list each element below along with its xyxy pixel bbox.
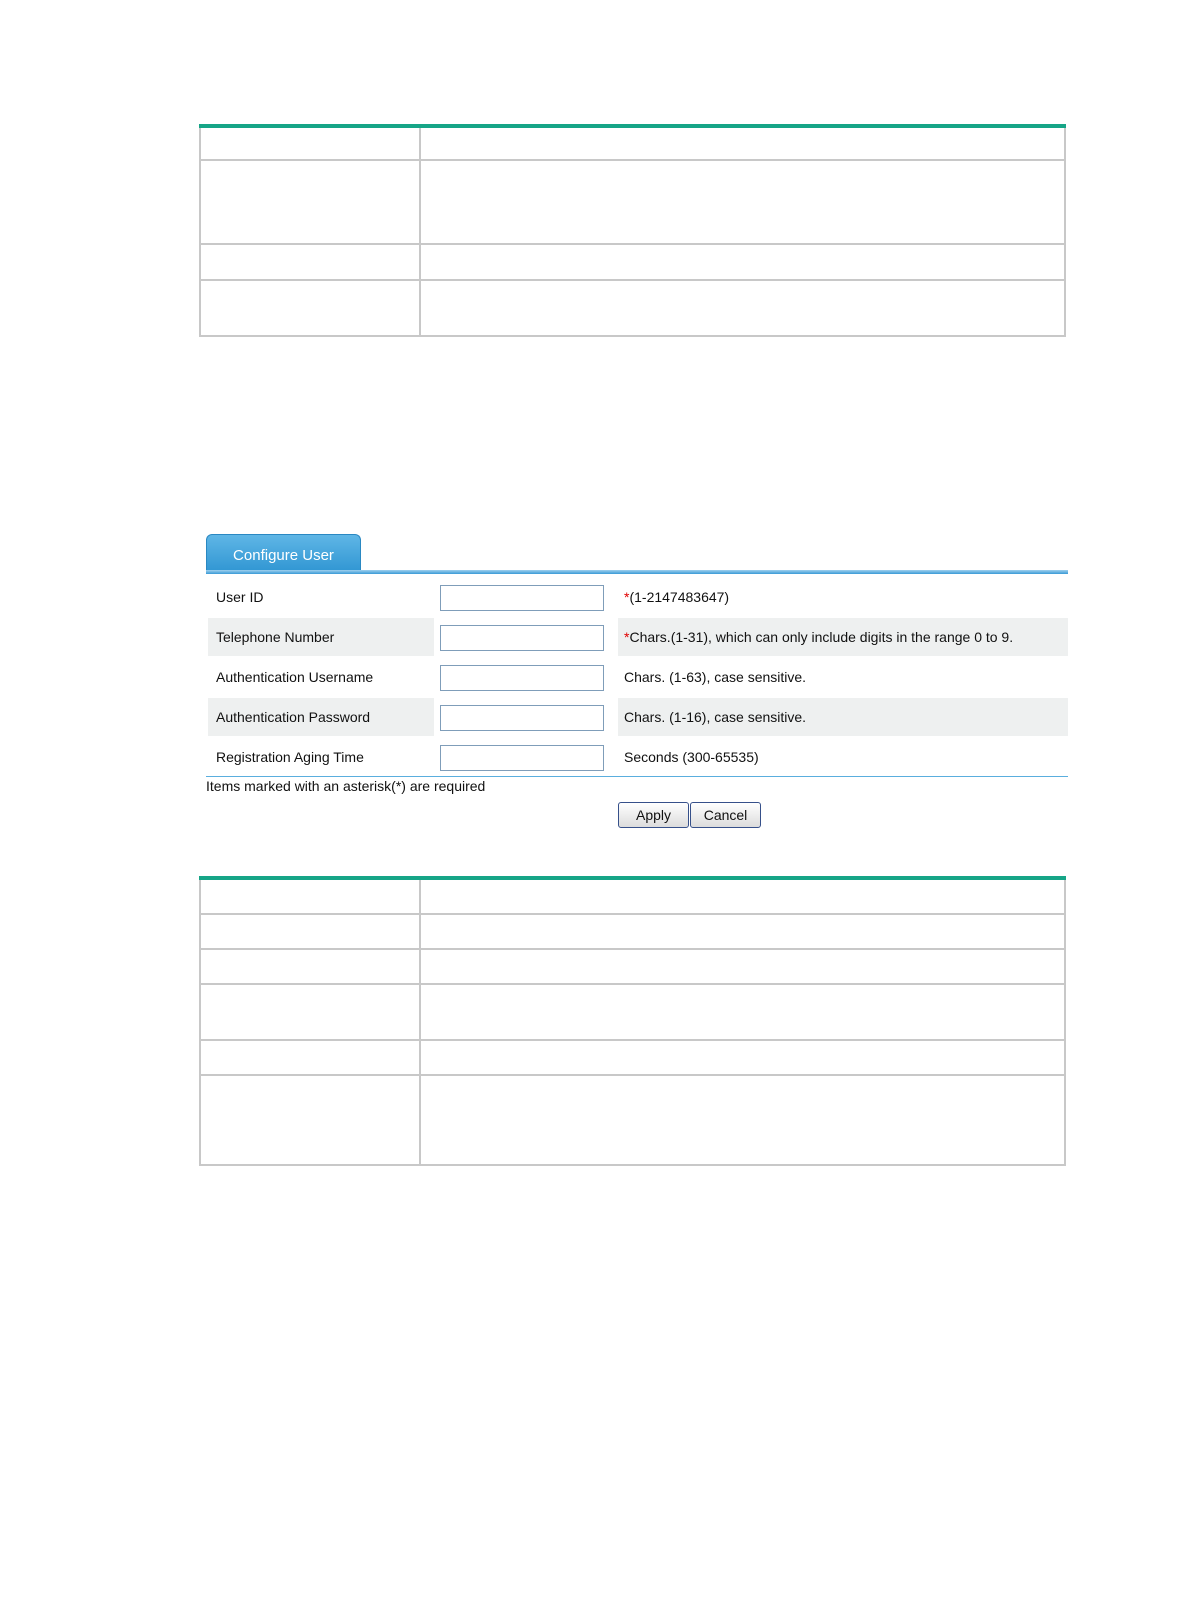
table-cell [420,949,1065,984]
telephone-number-input[interactable] [440,625,604,651]
form-row-auth-username [206,658,1068,696]
table-cell [200,1075,420,1165]
form-row-auth-password [206,698,1068,736]
auth-password-label: Authentication Password [208,698,434,736]
required-asterisk: * [624,629,630,645]
form-divider [206,776,1068,777]
table-cell [200,914,420,949]
table-cell [420,244,1065,280]
doc-table-top [199,124,1066,337]
table-cell [420,1040,1065,1075]
auth-password-input[interactable] [440,705,604,731]
auth-username-label: Authentication Username [216,669,374,685]
table-cell [200,878,420,914]
user-id-input[interactable] [440,585,604,611]
table-cell [420,126,1065,160]
table-cell [420,280,1065,336]
registration-aging-time-input[interactable] [440,745,604,771]
telephone-number-hint: *Chars.(1-31), which can only include digits in the range 0 to 9. [618,618,1068,656]
form-row-telephone-number [206,618,1068,656]
table-cell [200,126,420,160]
table-cell [200,244,420,280]
table-cell [200,1040,420,1075]
table-cell [200,984,420,1040]
form-buttons [618,802,762,828]
registration-aging-time-hint: Seconds (300-65535) [624,749,759,765]
apply-button[interactable]: Apply [618,802,689,828]
table-cell [200,949,420,984]
user-id-hint: *(1-2147483647) [624,589,730,605]
required-note: Items marked with an asterisk(*) are required [206,778,486,794]
auth-username-hint: Chars. (1-63), case sensitive. [624,669,807,685]
tab-configure-user[interactable]: Configure User [206,534,361,573]
auth-password-hint: Chars. (1-16), case sensitive. [618,698,1068,736]
form-row-user-id [206,578,1068,616]
table-cell [420,160,1065,244]
table-cell [420,984,1065,1040]
registration-aging-time-label: Registration Aging Time [216,749,364,765]
table-cell [200,160,420,244]
table-cell [420,1075,1065,1165]
form-rows [206,578,1068,778]
telephone-number-label: Telephone Number [208,618,434,656]
table-cell [420,878,1065,914]
auth-username-input[interactable] [440,665,604,691]
tab-underline [206,570,1068,574]
table-cell [420,914,1065,949]
required-asterisk: * [624,589,630,605]
form-row-registration-aging-time [206,738,1068,776]
cancel-button[interactable]: Cancel [690,802,761,828]
user-id-label: User ID [216,589,264,605]
table-cell [200,280,420,336]
doc-table-bottom [199,876,1066,1166]
